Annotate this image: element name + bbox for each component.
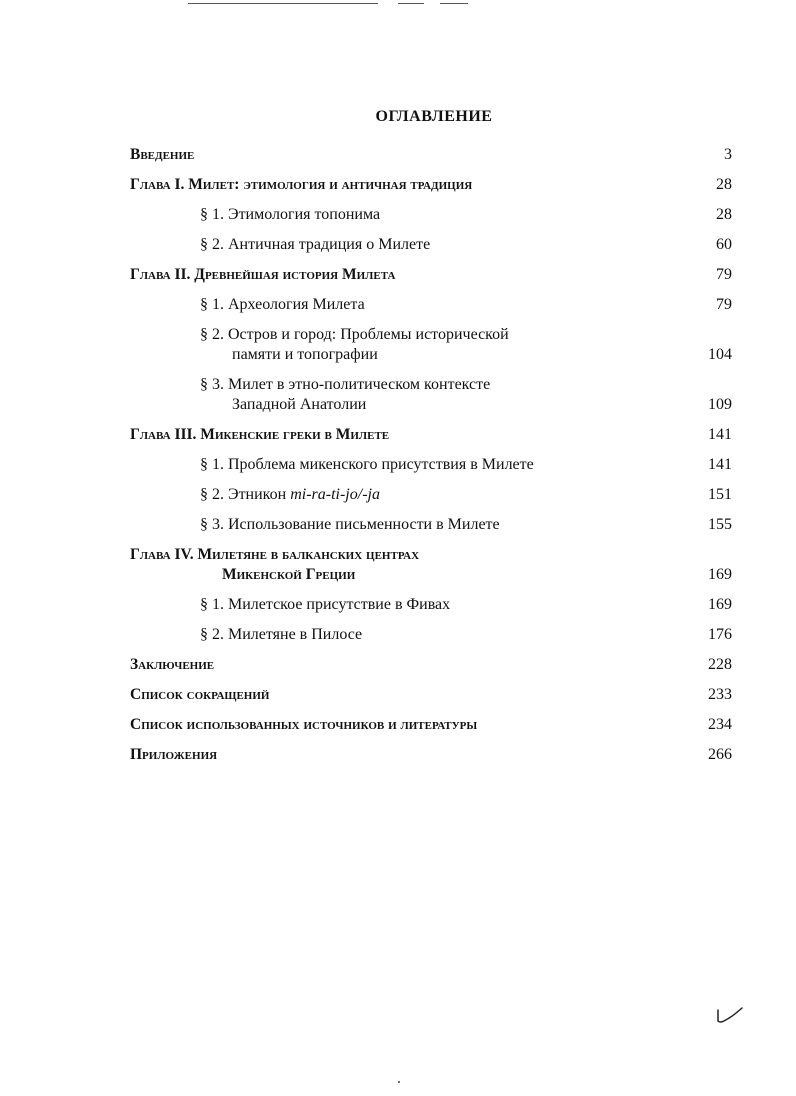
toc-entry-page: 109 (708, 396, 732, 413)
toc-entry-page: 3 (724, 146, 732, 163)
toc-entry-title (200, 375, 490, 415)
toc-entry-title (130, 545, 419, 585)
toc-entry-title: § 1. Милетское присутствие в Фивах (200, 596, 451, 613)
toc-entry-page: 79 (716, 266, 732, 283)
toc-entry-page: 266 (708, 746, 732, 763)
toc-entry-term: mi-ra-ti-jo/-ja (290, 486, 380, 503)
toc-entry-title: Глава I. Милет: этимология и античная традиция (130, 176, 473, 193)
top-rule-3 (440, 3, 468, 4)
toc-entry-title: Приложения (130, 746, 218, 763)
toc-entry-page: 233 (708, 686, 732, 703)
handwritten-mark-icon (714, 1004, 744, 1026)
toc-entry-page: 151 (708, 486, 732, 503)
toc-entry-page: 169 (708, 596, 732, 613)
page-title: ОГЛАВЛЕНИЕ (375, 108, 493, 125)
toc-entry-page: 28 (716, 206, 732, 223)
scan-dot (398, 1081, 400, 1083)
toc-entry-page: 176 (708, 626, 732, 643)
toc-entry-line-1: Глава IV. Милетяне в балканских центрах (130, 546, 420, 563)
toc-entry-line-1: § 3. Милет в этно-политическом контексте (200, 376, 491, 393)
toc-entry-line-1: § 2. Остров и город: Проблемы исторической (200, 326, 509, 343)
toc-entry-page: 141 (708, 426, 732, 443)
toc-entry-title: Глава II. Древнейшая история Милета (130, 266, 396, 283)
toc-entry-line-2: Микенской Греции (222, 566, 356, 583)
top-rule-1 (188, 3, 378, 4)
toc-entry-line-2: памяти и топографии (232, 346, 378, 363)
toc-entry-page: 141 (708, 456, 732, 473)
toc-entry-title: Введение (130, 146, 195, 163)
toc-entry-title: § 1. Проблема микенского присутствия в Милете (200, 456, 534, 473)
toc-entry-page: 234 (708, 716, 732, 733)
toc-entry-title: § 3. Использование письменности в Милете (200, 516, 500, 533)
toc-entry-title (200, 325, 509, 365)
toc-entry-page: 104 (708, 346, 732, 363)
toc-entry-title: § 1. Археология Милета (200, 296, 365, 313)
toc-entry-page: 169 (708, 566, 732, 583)
toc-entry-page: 79 (716, 296, 732, 313)
toc-entry-page: 228 (708, 656, 732, 673)
toc-entry-page: 155 (708, 516, 732, 533)
toc-entry-page: 60 (716, 236, 732, 253)
toc-entry-title: Список сокращений (130, 686, 270, 703)
toc-entry-title: § 1. Этимология топонима (200, 206, 381, 223)
toc-entry-label: § 2. Этникон (200, 486, 287, 503)
toc-entry-title: Глава III. Микенские греки в Милете (130, 426, 390, 443)
toc-entry-line-2: Западной Анатолии (232, 396, 367, 413)
toc-entry-title: § 2. Античная традиция о Милете (200, 236, 431, 253)
toc-entry-title: § 2. Милетяне в Пилосе (200, 626, 363, 643)
top-rule-2 (398, 3, 424, 4)
toc-entry-title: Заключение (130, 656, 215, 673)
toc-entry-title (200, 485, 380, 505)
toc-entry-title: Список использованных источников и литературы (130, 716, 478, 733)
toc-entry-page: 28 (716, 176, 732, 193)
